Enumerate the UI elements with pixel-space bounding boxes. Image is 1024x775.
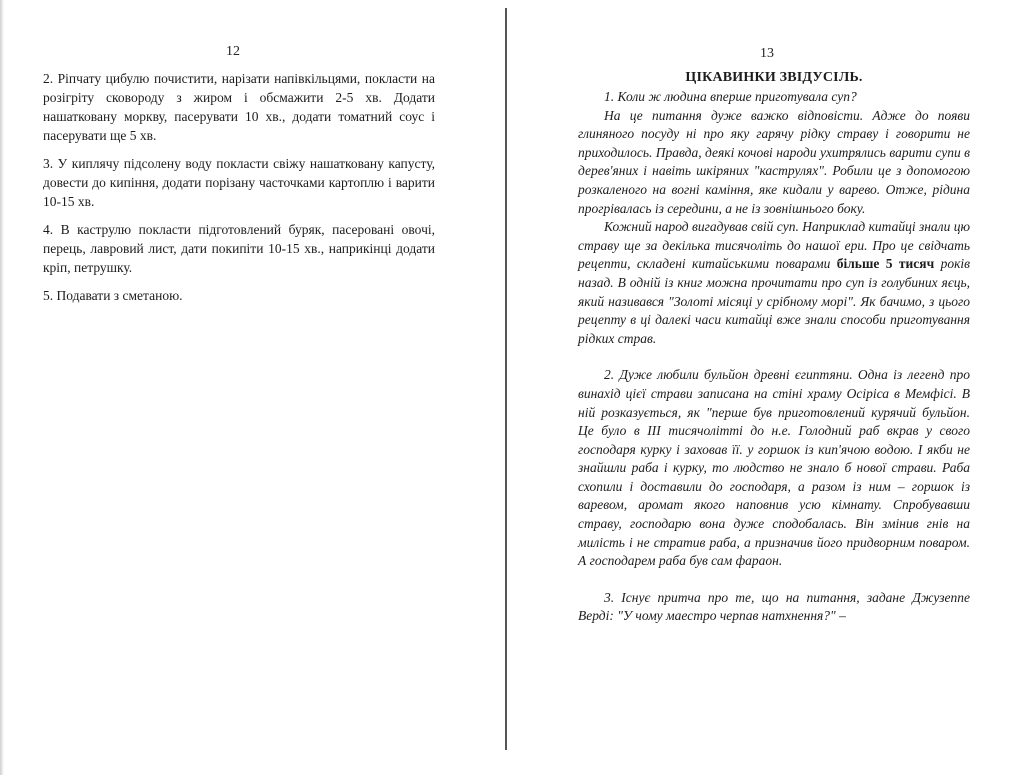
article-text: Кожний народ вигадував свій суп. Наприклад китайці знали цю страву ще за декілька тисячоліть до нашої ери. Про це свідчать рецепти, складені китайськими поварами: [578, 219, 970, 272]
page-number-left: 12: [226, 44, 240, 59]
article-paragraph: [578, 218, 970, 348]
recipe-step: 2. Ріпчату цибулю почистити, нарізати напівкільцями, покласти на розігріту сковороду з жиром і обсмажити 2-5 хв. Додати нашатковану моркву, пасерувати 10 хв., додати томатний соус і пасерувати ще 5 хв.: [43, 71, 435, 143]
recipe-step: 3. У киплячу підсолену воду покласти свіжу нашатковану капусту, довести до кипіння, додати порізану часточками картоплю і варити 10-15 хв.: [43, 156, 435, 209]
article-paragraph: 2. Дуже любили бульйон древні єгиптяни. Одна із легенд про винахід цієї страви записана на стіні храму Осіріса в Мемфісі. В ній розказується, як "перше був приготовлений курячий бульйон. Це було в ІІІ тисячолітті до н.е. Голодний раб вкрав у свого господаря курку і заховав її. у горшок із кип'ячою водою. І якби не знайшли раба і курку, то людство не знало б нової страви. Раба схопили і доставили до господаря, а разом із ним – горшок із варевом, аромат якого наповнив усю кімнату. Спробувавши страву, господарю вона дуже сподобалась. Він змінив гнів на милість і не стратив раба, а призначив його придворним поваром. А господарем раба був сам фараон.: [578, 367, 970, 569]
emphasized-text: більше 5 тисяч: [836, 256, 935, 272]
page-left: [0, 0, 505, 775]
article-body: [578, 88, 970, 626]
recipe-step: 5. Подавати з сметаною.: [43, 288, 183, 303]
question-heading: 1. Коли ж людина вперше приготувала суп?: [604, 89, 857, 104]
book-spine: [505, 8, 507, 750]
article-text: років назад. В одній із книг можна прочитати про суп із голубиних яєць, який називався "Золоті місяці у срібному морі". Як бачимо, з цього рецепту в ці далекі часи китайці вже знали способи приготування рідких страв.: [578, 256, 971, 346]
page-number-right: 13: [760, 46, 774, 61]
article-paragraph: 3. Існує притча про те, що на питання, задане Джузеппе Верді: "У чому маестро черпав натхнення?" –: [578, 589, 970, 624]
recipe-step: 4. В каструлю покласти підготовлений буряк, пасеровані овочі, перець, лавровий лист, дати покипіти 10-15 хв., наприкінці додати кріп, петрушку.: [43, 222, 435, 275]
page-right: [508, 0, 1024, 775]
section-title: ЦІКАВИНКИ ЗВІДУСІЛЬ.: [685, 70, 863, 85]
recipe-steps: [43, 69, 435, 314]
article-paragraph: На це питання дуже важко відповісти. Адже до появи глиняного посуду ні про яку гарячу рідку страву і говорити не приходилось. Правда, деякі кочові народи ухитрялись варити супи в дерев'яних і навіть шкіряних "каструлях". Робили це з допомогою розкаленого на вогні каміння, яке кидали у варево. Отже, рідина прогрівалась із середини, а не із зовнішнього боку.: [578, 107, 970, 216]
